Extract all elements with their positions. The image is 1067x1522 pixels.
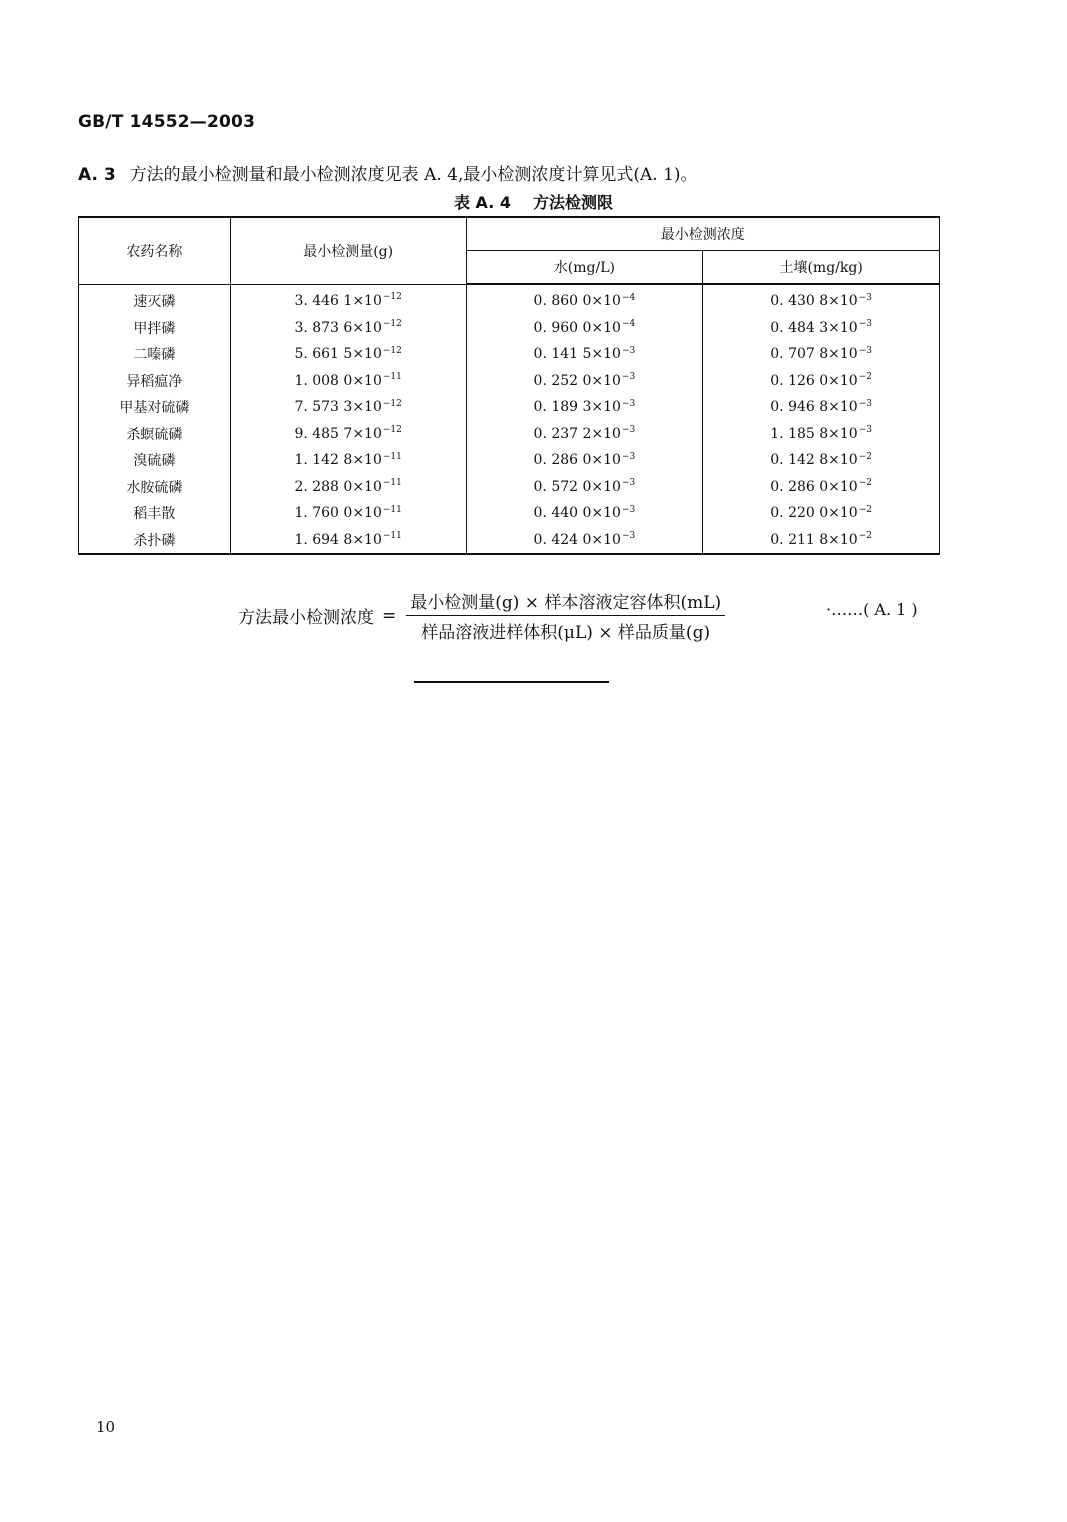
pesticide-name-cell: 甲基对硫磷: [79, 394, 231, 421]
table-row: [79, 394, 940, 421]
detection-limit-table: [78, 216, 940, 555]
mantissa: 0. 572 0×10: [533, 478, 621, 495]
exponent: −2: [858, 372, 872, 383]
soil-conc-cell: [703, 527, 940, 555]
min-amount-cell: [230, 527, 466, 555]
mantissa: 0. 946 8×10: [770, 399, 858, 416]
mantissa: 5. 661 5×10: [294, 346, 382, 363]
exponent: −4: [621, 292, 636, 303]
mantissa: 1. 008 0×10: [294, 372, 382, 389]
water-conc-cell: [466, 527, 703, 555]
water-conc-cell: [466, 447, 703, 474]
table-row: [79, 447, 940, 474]
formula-fraction: [406, 588, 725, 643]
mantissa: 1. 694 8×10: [294, 531, 382, 548]
mantissa: 0. 286 0×10: [533, 452, 621, 469]
table-row: [79, 315, 940, 342]
formula-denominator: 样品溶液进样体积(μL) × 样品质量(g): [421, 623, 711, 643]
table-caption: [0, 190, 1067, 213]
min-amount-cell: [230, 315, 466, 342]
soil-conc-cell: [703, 474, 940, 501]
end-rule: [414, 681, 609, 683]
table-body: [79, 284, 940, 554]
exponent: −2: [858, 531, 872, 542]
exponent: −3: [621, 372, 636, 383]
exponent: −3: [621, 478, 636, 489]
soil-conc-cell: [703, 394, 940, 421]
mantissa: 0. 424 0×10: [533, 531, 621, 548]
mantissa: 0. 860 0×10: [533, 293, 621, 310]
mantissa: 9. 485 7×10: [294, 425, 382, 442]
header-min-detection-concentration: 最小检测浓度: [466, 217, 939, 251]
water-conc-cell: [466, 474, 703, 501]
water-conc-cell: [466, 500, 703, 527]
pesticide-name-cell: 杀扑磷: [79, 527, 231, 555]
clause-number: A. 3: [78, 165, 116, 185]
water-conc-cell: [466, 284, 703, 315]
table-caption-number: 表 A. 4: [453, 193, 512, 212]
formula-lhs: 方法最小检测浓度: [238, 608, 374, 628]
exponent: −2: [858, 478, 872, 489]
mantissa: 0. 430 8×10: [770, 293, 858, 310]
clause-text: 方法的最小检测量和最小检测浓度见表 A. 4,最小检测浓度计算见式(A. 1)。: [129, 165, 698, 185]
soil-conc-cell: [703, 421, 940, 448]
mantissa: 1. 142 8×10: [294, 452, 382, 469]
mantissa: 0. 960 0×10: [533, 319, 621, 336]
min-amount-cell: [230, 500, 466, 527]
water-conc-cell: [466, 394, 703, 421]
exponent: −12: [382, 319, 402, 330]
exponent: −11: [382, 504, 402, 515]
header-water: 水(mg/L): [466, 251, 703, 285]
header-soil: 土壤(mg/kg): [703, 251, 940, 285]
water-conc-cell: [466, 368, 703, 395]
table-row: [79, 341, 940, 368]
mantissa: 3. 446 1×10: [294, 293, 382, 309]
page-number: 10: [96, 1418, 116, 1436]
exponent: −3: [621, 398, 636, 409]
exponent: −2: [858, 504, 872, 515]
exponent: −11: [382, 372, 402, 383]
mantissa: 1. 185 8×10: [770, 425, 858, 442]
exponent: −3: [621, 451, 636, 462]
exponent: −3: [858, 319, 872, 330]
mantissa: 0. 237 2×10: [533, 425, 621, 442]
mantissa: 2. 288 0×10: [294, 478, 382, 495]
soil-conc-cell: [703, 341, 940, 368]
mantissa: 1. 760 0×10: [294, 505, 382, 522]
water-conc-cell: [466, 315, 703, 342]
exponent: −4: [621, 319, 636, 330]
mantissa: 0. 484 3×10: [770, 319, 858, 336]
exponent: −3: [621, 425, 636, 436]
mantissa: 3. 873 6×10: [294, 319, 382, 336]
water-conc-cell: [466, 421, 703, 448]
water-conc-cell: [466, 341, 703, 368]
pesticide-name-cell: 异稻瘟净: [79, 368, 231, 395]
soil-conc-cell: [703, 315, 940, 342]
header-pesticide-name: 农药名称: [79, 217, 231, 284]
mantissa: 0. 252 0×10: [533, 372, 621, 389]
exponent: −3: [621, 531, 636, 542]
pesticide-name-cell: 杀螟硫磷: [79, 421, 231, 448]
exponent: −3: [858, 345, 872, 356]
min-amount-cell: [230, 474, 466, 501]
exponent: −12: [382, 398, 402, 409]
table-row: [79, 421, 940, 448]
exponent: −2: [858, 451, 872, 462]
soil-conc-cell: [703, 447, 940, 474]
formula-number: ·……( A. 1 ): [826, 600, 918, 619]
min-amount-cell: [230, 341, 466, 368]
formula-a1: [238, 588, 725, 643]
mantissa: 7. 573 3×10: [294, 399, 382, 416]
formula-numerator: 最小检测量(g) × 样本溶液定容体积(mL): [406, 588, 725, 616]
exponent: −11: [382, 531, 402, 542]
table-row: [79, 500, 940, 527]
min-amount-cell: [230, 421, 466, 448]
formula-equals: =: [382, 605, 397, 626]
document-code: GB/T 14552—2003: [78, 112, 256, 132]
mantissa: 0. 141 5×10: [533, 346, 621, 363]
soil-conc-cell: [703, 284, 940, 315]
pesticide-name-cell: 稻丰散: [79, 500, 231, 527]
min-amount-cell: [230, 394, 466, 421]
pesticide-name-cell: 水胺硫磷: [79, 474, 231, 501]
exponent: −12: [382, 425, 402, 436]
header-min-detection-amount: 最小检测量(g): [230, 217, 466, 284]
table-row: [79, 368, 940, 395]
pesticide-name-cell: 速灭磷: [79, 284, 231, 315]
mantissa: 0. 211 8×10: [770, 531, 858, 548]
pesticide-name-cell: 二嗪磷: [79, 341, 231, 368]
min-amount-cell: [230, 284, 466, 315]
exponent: −3: [621, 345, 636, 356]
exponent: −3: [858, 292, 872, 303]
min-amount-cell: [230, 447, 466, 474]
exponent: −12: [382, 345, 402, 356]
table-caption-title: 方法检测限: [533, 193, 614, 212]
mantissa: 0. 126 0×10: [770, 372, 858, 389]
table-row: [79, 474, 940, 501]
pesticide-name-cell: 甲拌磷: [79, 315, 231, 342]
mantissa: 0. 142 8×10: [770, 452, 858, 469]
mantissa: 0. 286 0×10: [770, 478, 858, 495]
mantissa: 0. 220 0×10: [770, 505, 858, 522]
exponent: −11: [382, 451, 402, 462]
mantissa: 0. 440 0×10: [533, 505, 621, 522]
table-row: [79, 284, 940, 315]
exponent: −3: [858, 398, 872, 409]
exponent: −3: [858, 425, 872, 436]
exponent: −3: [621, 504, 636, 515]
pesticide-name-cell: 溴硫磷: [79, 447, 231, 474]
table-row: [79, 527, 940, 555]
soil-conc-cell: [703, 368, 940, 395]
soil-conc-cell: [703, 500, 940, 527]
clause-a3: [78, 160, 698, 185]
mantissa: 0. 189 3×10: [533, 399, 621, 416]
mantissa: 0. 707 8×10: [770, 346, 858, 363]
exponent: −11: [382, 478, 402, 489]
exponent: −12: [382, 292, 402, 303]
min-amount-cell: [230, 368, 466, 395]
